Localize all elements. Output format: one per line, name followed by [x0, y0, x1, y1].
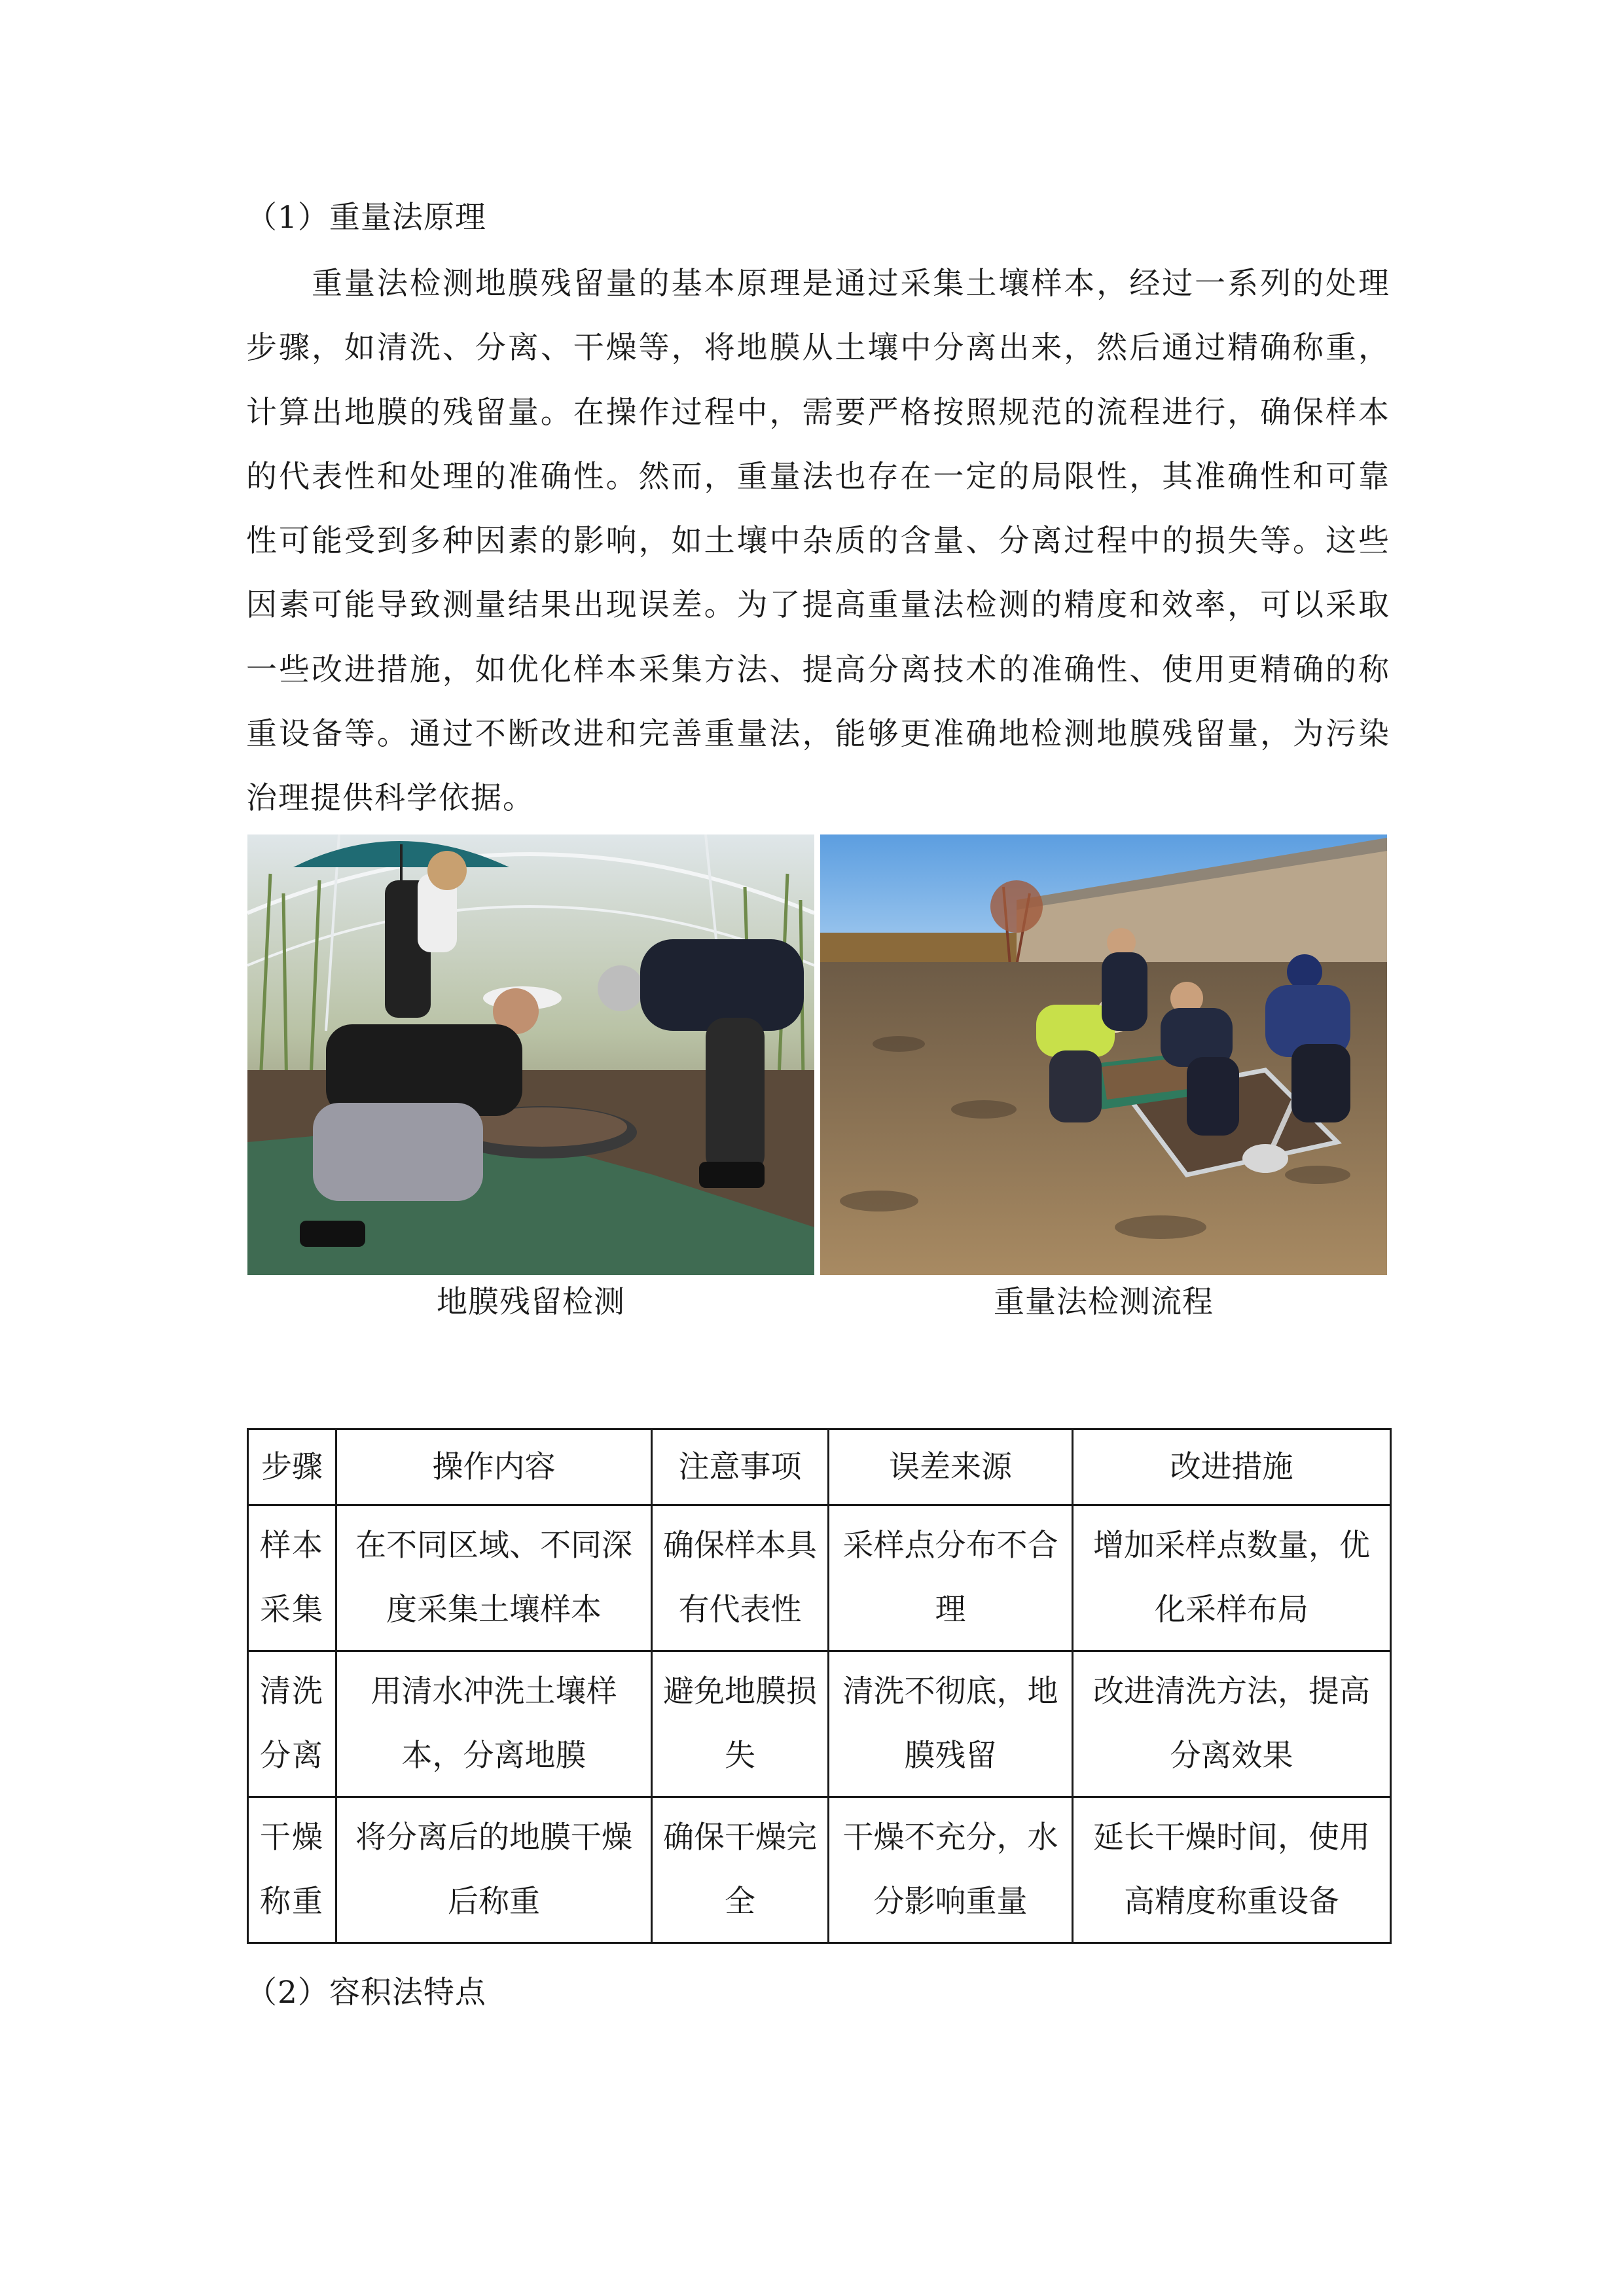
section-heading-volumetric: （2）容积法特点	[246, 1975, 486, 2011]
photo-gravimetric-process	[820, 834, 1387, 1275]
table-cell: 样本采集	[248, 1505, 336, 1651]
table-cell: 干燥不充分，水分影响重量	[829, 1797, 1073, 1943]
table-cell: 延长干燥时间，使用高精度称重设备	[1073, 1797, 1391, 1943]
table-header-row	[248, 1429, 1391, 1505]
table-header: 误差来源	[829, 1429, 1073, 1505]
table-cell: 将分离后的地膜干燥后称重	[336, 1797, 652, 1943]
table-cell: 干燥称重	[248, 1797, 336, 1943]
table-header: 操作内容	[336, 1429, 652, 1505]
table-header: 注意事项	[652, 1429, 829, 1505]
body-paragraph: 重量法检测地膜残留量的基本原理是通过采集土壤样本，经过一系列的处理步骤，如清洗、分离、干燥等，将地膜从土壤中分离出来，然后通过精确称重，计算出地膜的残留量。在操作过程中，需要严格按照规范的流程进行，确保样本的代表性和处理的准确性。然而，重量法也存在一定的局限性，其准确性和可靠性可能受到多种因素的影响，如土壤中杂质的含量、分离过程中的损失等。这些因素可能导致测量结果出现误差。为了提高重量法检测的精度和效率，可以采取一些改进措施，如优化样本采集方法、提高分离技术的准确性、使用更精确的称重设备等。通过不断改进和完善重量法，能够更准确地检测地膜残留量，为污染治理提供科学依据。	[246, 266, 1390, 817]
table-cell: 避免地膜损失	[652, 1651, 829, 1797]
section-heading-gravimetric: （1）重量法原理	[246, 200, 486, 236]
table-cell: 采样点分布不合理	[829, 1505, 1073, 1651]
table-cell: 用清水冲洗土壤样本，分离地膜	[336, 1651, 652, 1797]
table-cell: 清洗分离	[248, 1651, 336, 1797]
table-cell: 确保干燥完全	[652, 1797, 829, 1943]
table-row	[248, 1505, 1391, 1651]
table-header: 步骤	[248, 1429, 336, 1505]
procedure-table	[247, 1428, 1392, 1944]
table-cell: 确保样本具有代表性	[652, 1505, 829, 1651]
table-cell: 在不同区域、不同深度采集土壤样本	[336, 1505, 652, 1651]
caption-gravimetric-process: 重量法检测流程	[994, 1284, 1214, 1320]
table-cell: 增加采样点数量，优化采样布局	[1073, 1505, 1391, 1651]
table-row	[248, 1797, 1391, 1943]
table-cell: 改进清洗方法，提高分离效果	[1073, 1651, 1391, 1797]
caption-residue-detection: 地膜残留检测	[437, 1284, 625, 1320]
photo-residue-detection	[247, 834, 814, 1275]
table-cell: 清洗不彻底，地膜残留	[829, 1651, 1073, 1797]
table-header: 改进措施	[1073, 1429, 1391, 1505]
table-row	[248, 1651, 1391, 1797]
